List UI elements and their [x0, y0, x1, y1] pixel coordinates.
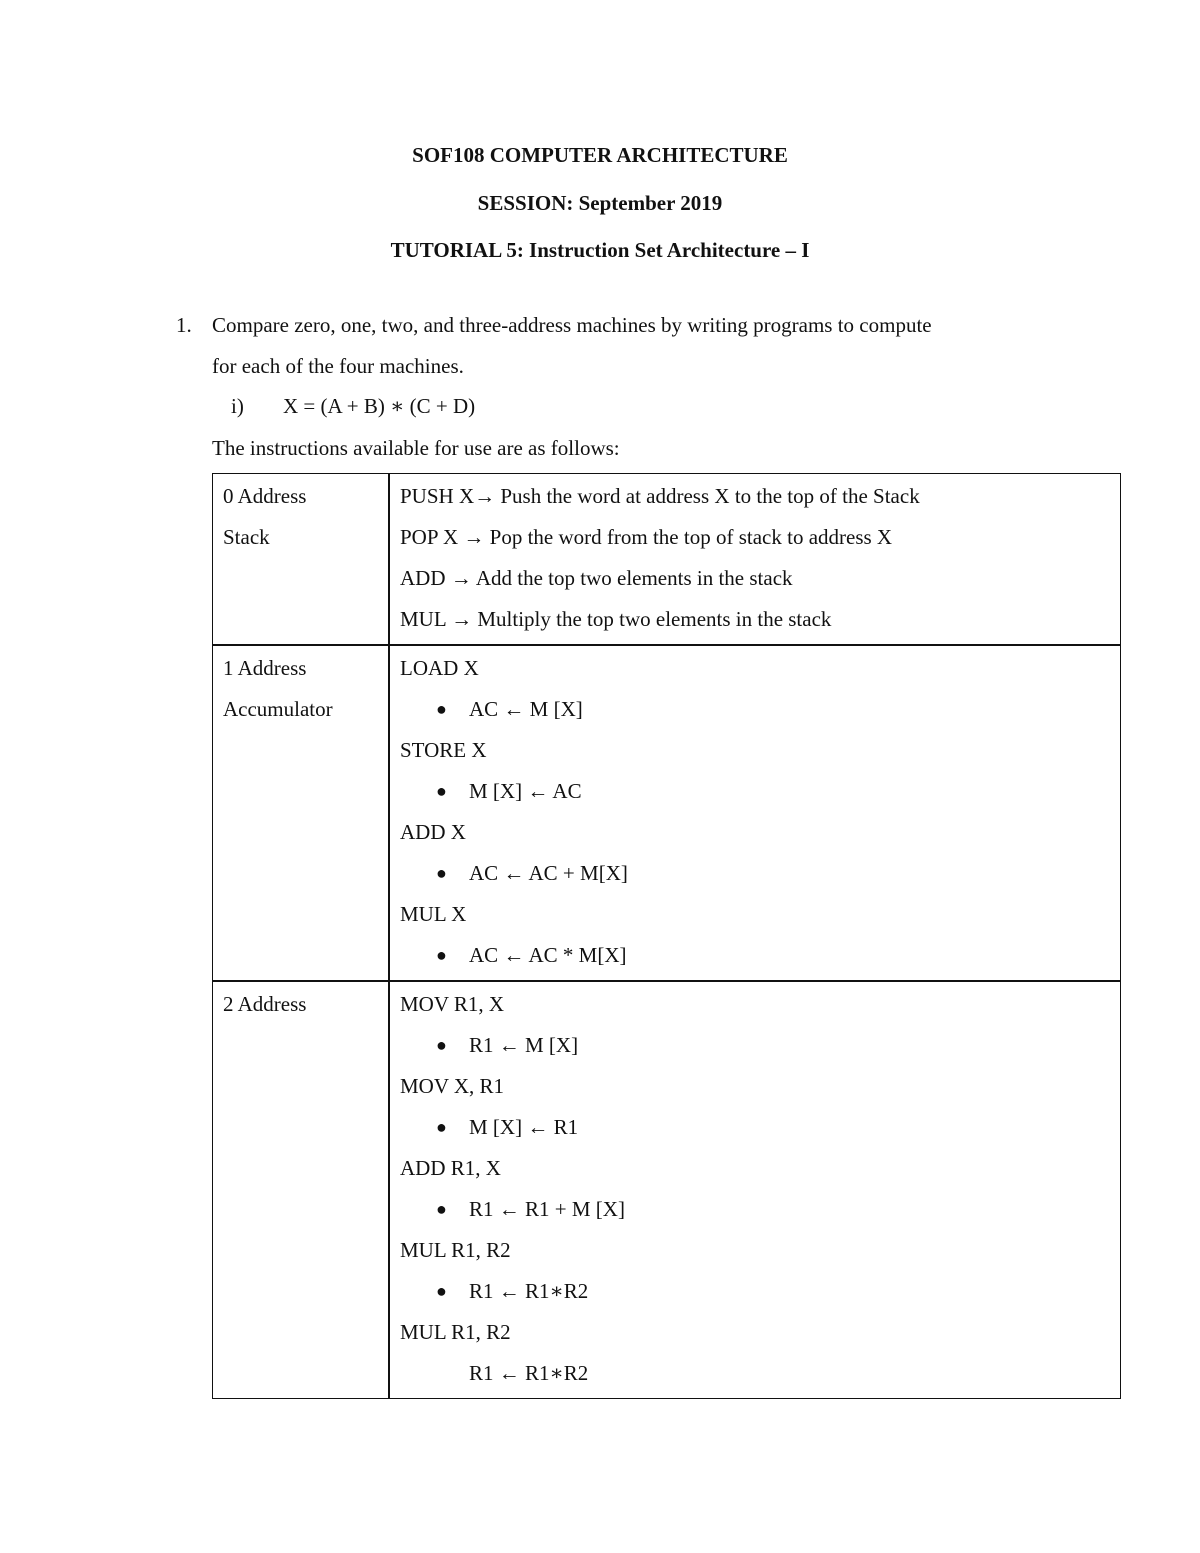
operation-bullet-item: [400, 771, 1120, 812]
operation-text: AC ← M [X]: [469, 697, 583, 721]
operation-text: AC ← AC * M[X]: [469, 943, 627, 967]
instruction-text: MUL → Multiply the top two elements in the stack: [400, 607, 832, 631]
bullet-icon: ●: [436, 863, 447, 883]
operation-text: R1 ← R1∗R2: [469, 1279, 589, 1303]
machine-type-label: Stack: [223, 525, 270, 549]
instruction-text: MUL R1, R2: [400, 1238, 511, 1262]
table-row: [213, 645, 1121, 981]
instructions-intro: The instructions available for use are as follows:: [212, 436, 620, 460]
operation-text: R1 ← R1 + M [X]: [469, 1197, 625, 1221]
operation-bullet-item: [400, 689, 1120, 730]
operation-bullet-item: [400, 853, 1120, 894]
instruction-text: MOV R1, X: [400, 992, 505, 1016]
operation-bullet-item: [400, 935, 1120, 976]
question-number: 1.: [176, 313, 192, 337]
instruction-text: ADD R1, X: [400, 1156, 501, 1180]
question-text-line1: Compare zero, one, two, and three-address machines by writing programs to compute: [212, 313, 932, 337]
operation-bullet-item: [400, 1025, 1120, 1066]
operation-text: R1 ← M [X]: [469, 1033, 579, 1057]
instruction-text: ADD → Add the top two elements in the stack: [400, 566, 793, 590]
instruction-text: STORE X: [400, 738, 487, 762]
instruction-text: PUSH X→ Push the word at address X to the top of the Stack: [400, 484, 920, 508]
instruction-text: LOAD X: [400, 656, 479, 680]
subquestion-label: i): [231, 394, 244, 418]
bullet-icon: ●: [436, 699, 447, 719]
operation-bullet-item: [400, 1189, 1120, 1230]
table-row: [213, 981, 1121, 1399]
machine-type-cell: [213, 981, 390, 1399]
question-text-line2: for each of the four machines.: [212, 354, 464, 378]
instruction-text: MOV X, R1: [400, 1074, 505, 1098]
table-row: [213, 474, 1121, 646]
operation-text: M [X] ← R1: [469, 1115, 579, 1139]
tutorial-title: TUTORIAL 5: Instruction Set Architecture – I: [390, 238, 810, 262]
instruction-text: ADD X: [400, 820, 466, 844]
machine-type-cell: [213, 474, 390, 646]
instruction-text: MUL X: [400, 902, 467, 926]
session-title: SESSION: September 2019: [477, 191, 723, 215]
instruction-list-cell: [389, 474, 1121, 646]
machine-type-label: 2 Address: [223, 992, 307, 1016]
bullet-icon: ●: [436, 1117, 447, 1137]
operation-bullet-item: [400, 1271, 1120, 1312]
course-title: SOF108 COMPUTER ARCHITECTURE: [412, 143, 788, 167]
bullet-icon: ●: [436, 1035, 447, 1055]
bullet-icon: ●: [436, 1199, 447, 1219]
subquestion-expression: X = (A + B) ∗ (C + D): [283, 394, 476, 418]
operation-text: M [X] ← AC: [469, 779, 582, 803]
instruction-text: POP X → Pop the word from the top of stack to address X: [400, 525, 893, 549]
instruction-text: MUL R1, R2: [400, 1320, 511, 1344]
operation-bullet-item: [400, 1107, 1120, 1148]
bullet-icon: ●: [436, 781, 447, 801]
bullet-icon: ●: [436, 945, 447, 965]
operation-text: R1 ← R1∗R2: [469, 1361, 589, 1385]
machine-type-label: 1 Address: [223, 656, 307, 680]
instruction-list-cell: [389, 645, 1121, 981]
machine-type-label: Accumulator: [223, 697, 333, 721]
bullet-icon: ●: [436, 1281, 447, 1301]
instruction-set-table: [212, 473, 1121, 1399]
machine-type-cell: [213, 645, 390, 981]
machine-type-label: 0 Address: [223, 484, 307, 508]
operation-text: AC ← AC + M[X]: [469, 861, 628, 885]
instruction-list-cell: [389, 981, 1121, 1399]
